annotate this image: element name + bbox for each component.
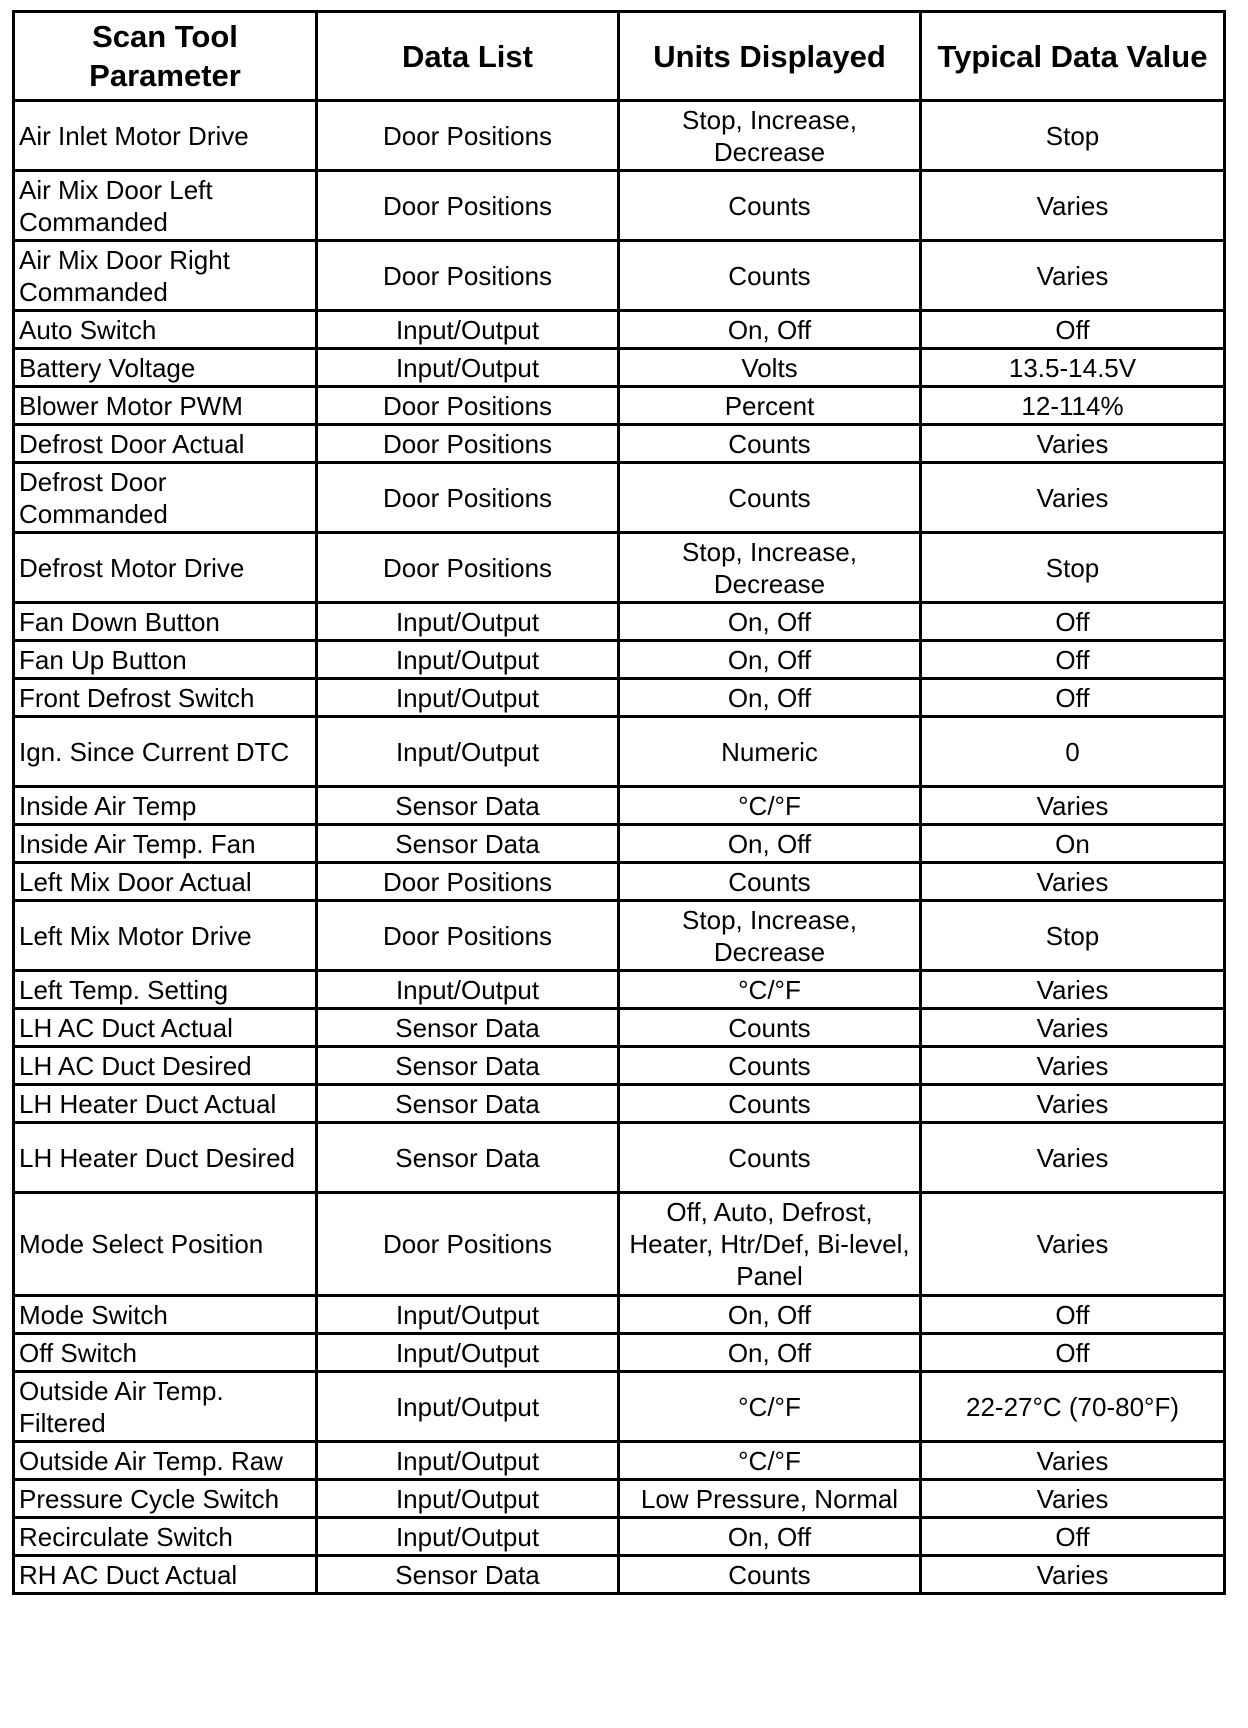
cell-data-list: Input/Output — [317, 1334, 619, 1372]
table-row — [14, 171, 1225, 241]
cell-data-list: Door Positions — [317, 425, 619, 463]
cell-typical-data-value: Varies — [921, 1085, 1225, 1123]
cell-units-displayed: Numeric — [619, 717, 921, 787]
cell-parameter: LH Heater Duct Desired — [14, 1123, 317, 1193]
cell-parameter: LH AC Duct Desired — [14, 1047, 317, 1085]
cell-typical-data-value: Varies — [921, 863, 1225, 901]
cell-data-list: Input/Output — [317, 1442, 619, 1480]
table-row — [14, 603, 1225, 641]
cell-typical-data-value: Varies — [921, 1193, 1225, 1296]
cell-data-list: Input/Output — [317, 641, 619, 679]
cell-units-displayed: On, Off — [619, 825, 921, 863]
cell-parameter: Defrost Door Actual — [14, 425, 317, 463]
table-row — [14, 1372, 1225, 1442]
cell-data-list: Door Positions — [317, 1193, 619, 1296]
cell-data-list: Door Positions — [317, 171, 619, 241]
cell-data-list: Sensor Data — [317, 1123, 619, 1193]
table-row — [14, 641, 1225, 679]
cell-typical-data-value: Off — [921, 641, 1225, 679]
cell-units-displayed: On, Off — [619, 603, 921, 641]
table-row — [14, 901, 1225, 971]
cell-typical-data-value: Varies — [921, 1556, 1225, 1594]
cell-typical-data-value: Off — [921, 679, 1225, 717]
cell-parameter: Inside Air Temp — [14, 787, 317, 825]
cell-data-list: Door Positions — [317, 241, 619, 311]
cell-data-list: Input/Output — [317, 679, 619, 717]
cell-units-displayed: Low Pressure, Normal — [619, 1480, 921, 1518]
table-row — [14, 1193, 1225, 1296]
cell-typical-data-value: 0 — [921, 717, 1225, 787]
table-row — [14, 1556, 1225, 1594]
cell-units-displayed: On, Off — [619, 1518, 921, 1556]
cell-typical-data-value: Off — [921, 1296, 1225, 1334]
table-row — [14, 717, 1225, 787]
cell-data-list: Sensor Data — [317, 1047, 619, 1085]
table-row — [14, 463, 1225, 533]
cell-units-displayed: Stop, Increase, Decrease — [619, 101, 921, 171]
table-row — [14, 1296, 1225, 1334]
cell-data-list: Input/Output — [317, 349, 619, 387]
cell-units-displayed: °C/°F — [619, 971, 921, 1009]
cell-typical-data-value: Varies — [921, 171, 1225, 241]
table-row — [14, 425, 1225, 463]
cell-typical-data-value: Varies — [921, 1480, 1225, 1518]
cell-typical-data-value: Varies — [921, 1047, 1225, 1085]
cell-parameter: Defrost Motor Drive — [14, 533, 317, 603]
cell-parameter: Mode Select Position — [14, 1193, 317, 1296]
cell-units-displayed: Counts — [619, 1047, 921, 1085]
cell-units-displayed: Counts — [619, 241, 921, 311]
cell-data-list: Sensor Data — [317, 1009, 619, 1047]
cell-data-list: Door Positions — [317, 863, 619, 901]
cell-units-displayed: On, Off — [619, 311, 921, 349]
cell-data-list: Input/Output — [317, 311, 619, 349]
cell-parameter: Fan Down Button — [14, 603, 317, 641]
cell-parameter: Blower Motor PWM — [14, 387, 317, 425]
cell-parameter: Left Temp. Setting — [14, 971, 317, 1009]
table-row — [14, 1480, 1225, 1518]
cell-typical-data-value: Varies — [921, 1009, 1225, 1047]
cell-units-displayed: Counts — [619, 863, 921, 901]
header-scan-tool-parameter: Scan Tool Parameter — [14, 12, 317, 101]
cell-data-list: Sensor Data — [317, 787, 619, 825]
table-row — [14, 533, 1225, 603]
cell-parameter: Ign. Since Current DTC — [14, 717, 317, 787]
table-row — [14, 971, 1225, 1009]
cell-units-displayed: Counts — [619, 1085, 921, 1123]
cell-parameter: RH AC Duct Actual — [14, 1556, 317, 1594]
cell-typical-data-value: Varies — [921, 425, 1225, 463]
table-row — [14, 787, 1225, 825]
cell-units-displayed: Counts — [619, 425, 921, 463]
cell-parameter: Front Defrost Switch — [14, 679, 317, 717]
cell-typical-data-value: Varies — [921, 463, 1225, 533]
cell-typical-data-value: 22-27°C (70-80°F) — [921, 1372, 1225, 1442]
cell-parameter: Auto Switch — [14, 311, 317, 349]
cell-parameter: Inside Air Temp. Fan — [14, 825, 317, 863]
cell-units-displayed: On, Off — [619, 641, 921, 679]
cell-parameter: Outside Air Temp. Filtered — [14, 1372, 317, 1442]
cell-units-displayed: Counts — [619, 1009, 921, 1047]
table-row — [14, 1047, 1225, 1085]
cell-data-list: Sensor Data — [317, 1556, 619, 1594]
cell-typical-data-value: Off — [921, 603, 1225, 641]
header-units-displayed: Units Displayed — [619, 12, 921, 101]
cell-data-list: Door Positions — [317, 101, 619, 171]
cell-units-displayed: °C/°F — [619, 787, 921, 825]
table-row — [14, 825, 1225, 863]
cell-typical-data-value: Off — [921, 311, 1225, 349]
header-typical-data-value: Typical Data Value — [921, 12, 1225, 101]
cell-parameter: Mode Switch — [14, 1296, 317, 1334]
header-row — [14, 12, 1225, 101]
table-row — [14, 863, 1225, 901]
cell-typical-data-value: 13.5-14.5V — [921, 349, 1225, 387]
cell-units-displayed: Counts — [619, 463, 921, 533]
cell-typical-data-value: Stop — [921, 901, 1225, 971]
cell-data-list: Sensor Data — [317, 825, 619, 863]
cell-units-displayed: Counts — [619, 171, 921, 241]
cell-units-displayed: On, Off — [619, 679, 921, 717]
cell-data-list: Input/Output — [317, 603, 619, 641]
cell-units-displayed: Counts — [619, 1556, 921, 1594]
table-row — [14, 241, 1225, 311]
cell-data-list: Door Positions — [317, 901, 619, 971]
table-body — [14, 101, 1225, 1594]
cell-units-displayed: Percent — [619, 387, 921, 425]
cell-data-list: Input/Output — [317, 1372, 619, 1442]
cell-units-displayed: Off, Auto, Defrost, Heater, Htr/Def, Bi-level, Panel — [619, 1193, 921, 1296]
table-row — [14, 387, 1225, 425]
cell-data-list: Input/Output — [317, 1518, 619, 1556]
cell-typical-data-value: On — [921, 825, 1225, 863]
cell-data-list: Input/Output — [317, 1480, 619, 1518]
cell-parameter: Pressure Cycle Switch — [14, 1480, 317, 1518]
cell-typical-data-value: 12-114% — [921, 387, 1225, 425]
cell-units-displayed: Counts — [619, 1123, 921, 1193]
table-row — [14, 1334, 1225, 1372]
cell-parameter: Off Switch — [14, 1334, 317, 1372]
cell-parameter: Defrost Door Commanded — [14, 463, 317, 533]
table-row — [14, 1442, 1225, 1480]
table-row — [14, 349, 1225, 387]
cell-units-displayed: Stop, Increase, Decrease — [619, 901, 921, 971]
cell-data-list: Door Positions — [317, 387, 619, 425]
table-row — [14, 1518, 1225, 1556]
cell-data-list: Door Positions — [317, 533, 619, 603]
cell-typical-data-value: Varies — [921, 1442, 1225, 1480]
cell-parameter: LH Heater Duct Actual — [14, 1085, 317, 1123]
cell-typical-data-value: Varies — [921, 1123, 1225, 1193]
cell-typical-data-value: Stop — [921, 101, 1225, 171]
cell-data-list: Input/Output — [317, 971, 619, 1009]
cell-data-list: Input/Output — [317, 1296, 619, 1334]
cell-data-list: Input/Output — [317, 717, 619, 787]
cell-units-displayed: Stop, Increase, Decrease — [619, 533, 921, 603]
cell-typical-data-value: Stop — [921, 533, 1225, 603]
table-row — [14, 101, 1225, 171]
cell-parameter: LH AC Duct Actual — [14, 1009, 317, 1047]
table-row — [14, 679, 1225, 717]
table-row — [14, 1085, 1225, 1123]
cell-typical-data-value: Off — [921, 1518, 1225, 1556]
table-row — [14, 1009, 1225, 1047]
cell-typical-data-value: Varies — [921, 241, 1225, 311]
cell-typical-data-value: Off — [921, 1334, 1225, 1372]
cell-typical-data-value: Varies — [921, 971, 1225, 1009]
cell-units-displayed: On, Off — [619, 1334, 921, 1372]
cell-parameter: Air Inlet Motor Drive — [14, 101, 317, 171]
cell-parameter: Left Mix Motor Drive — [14, 901, 317, 971]
cell-parameter: Battery Voltage — [14, 349, 317, 387]
cell-units-displayed: °C/°F — [619, 1372, 921, 1442]
table-row — [14, 311, 1225, 349]
cell-data-list: Door Positions — [317, 463, 619, 533]
cell-typical-data-value: Varies — [921, 787, 1225, 825]
cell-parameter: Fan Up Button — [14, 641, 317, 679]
cell-parameter: Air Mix Door Left Commanded — [14, 171, 317, 241]
scan-tool-data-table — [12, 10, 1226, 1595]
table-row — [14, 1123, 1225, 1193]
cell-units-displayed: On, Off — [619, 1296, 921, 1334]
cell-units-displayed: °C/°F — [619, 1442, 921, 1480]
cell-parameter: Outside Air Temp. Raw — [14, 1442, 317, 1480]
cell-parameter: Left Mix Door Actual — [14, 863, 317, 901]
cell-parameter: Recirculate Switch — [14, 1518, 317, 1556]
cell-data-list: Sensor Data — [317, 1085, 619, 1123]
cell-parameter: Air Mix Door Right Commanded — [14, 241, 317, 311]
header-data-list: Data List — [317, 12, 619, 101]
cell-units-displayed: Volts — [619, 349, 921, 387]
